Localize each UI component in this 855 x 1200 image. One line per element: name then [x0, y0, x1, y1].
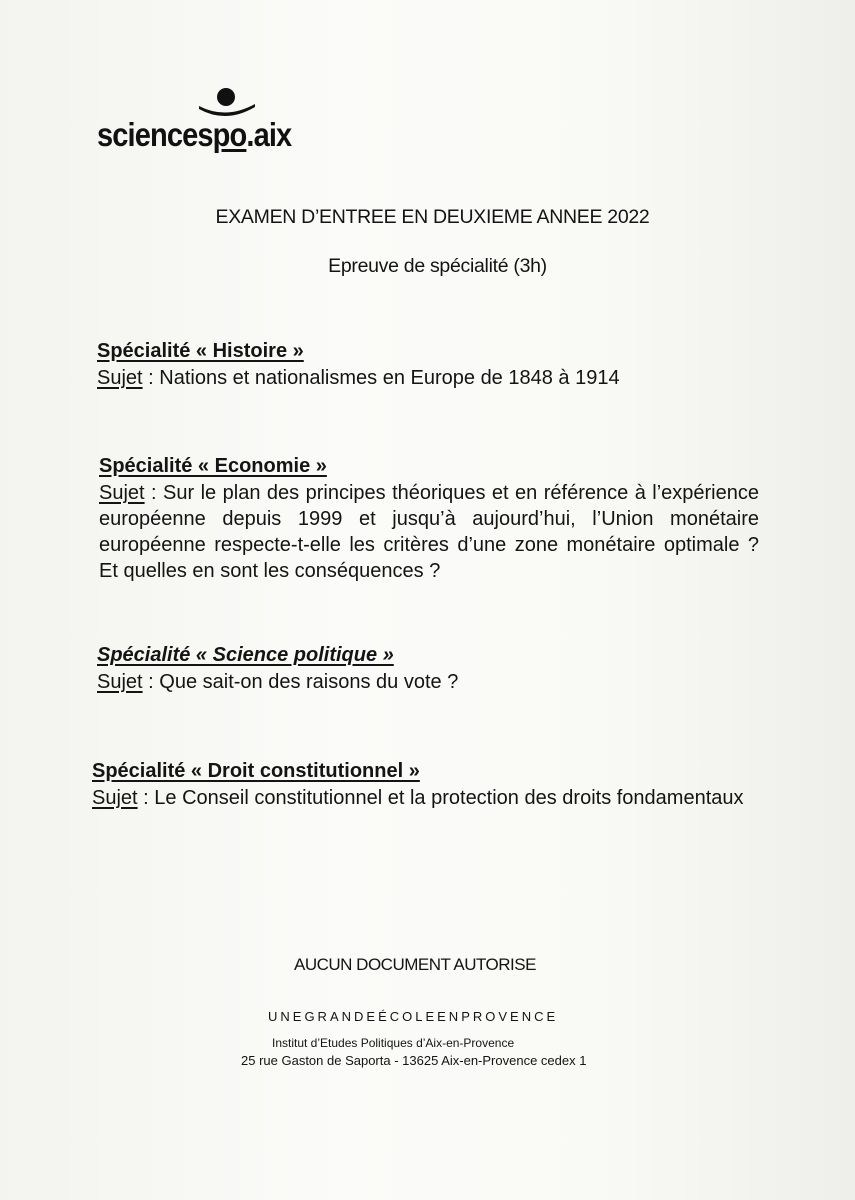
- section-heading: Spécialité « Droit constitutionnel »: [92, 760, 420, 782]
- section-subject: [97, 365, 757, 391]
- sujet-label: Sujet: [97, 367, 143, 389]
- section-heading: Spécialité « Histoire »: [97, 340, 304, 362]
- subject-text: : Sur le plan des principes théoriques et en référence à l’expérience européenne depuis 1999 et jusqu’à aujourd’hui, l’Union monétaire européenne respecte-t-elle les critères d’une zone monétaire optimale ? Et quelles en sont les conséquences ?: [99, 482, 759, 582]
- section-heading: Spécialité « Economie »: [99, 455, 327, 477]
- section-subject: [99, 480, 759, 584]
- exam-subtitle: Epreuve de spécialité (3h): [328, 255, 547, 277]
- sciencespo-logo: [95, 84, 295, 164]
- logo-wordmark: sciencespo.aix: [97, 116, 292, 153]
- section-economie: [99, 455, 759, 584]
- sujet-label: Sujet: [99, 482, 145, 504]
- sujet-label: Sujet: [92, 787, 138, 809]
- section-subject: [97, 669, 757, 695]
- section-droit-constitutionnel: [92, 760, 764, 811]
- section-science-politique: [97, 644, 757, 695]
- sujet-label: Sujet: [97, 671, 143, 693]
- institution-address: 25 rue Gaston de Saporta - 13625 Aix-en-Provence cedex 1: [241, 1053, 587, 1068]
- school-tagline: UNEGRANDEÉCOLEENPROVENCE: [268, 1009, 559, 1024]
- section-histoire: [97, 340, 757, 391]
- subject-text: : Que sait-on des raisons du vote ?: [142, 671, 459, 693]
- institution-name: Institut d’Etudes Politiques d’Aix-en-Provence: [272, 1036, 515, 1050]
- subject-text: : Le Conseil constitutionnel et la protection des droits fondamentaux: [137, 787, 744, 809]
- subject-text: : Nations et nationalismes en Europe de 1848 à 1914: [142, 367, 620, 389]
- no-documents-notice: AUCUN DOCUMENT AUTORISE: [294, 955, 536, 974]
- section-subject: [92, 785, 764, 811]
- section-heading: Spécialité « Science politique »: [97, 644, 394, 666]
- exam-title: EXAMEN D’ENTREE EN DEUXIEME ANNEE 2022: [215, 206, 650, 228]
